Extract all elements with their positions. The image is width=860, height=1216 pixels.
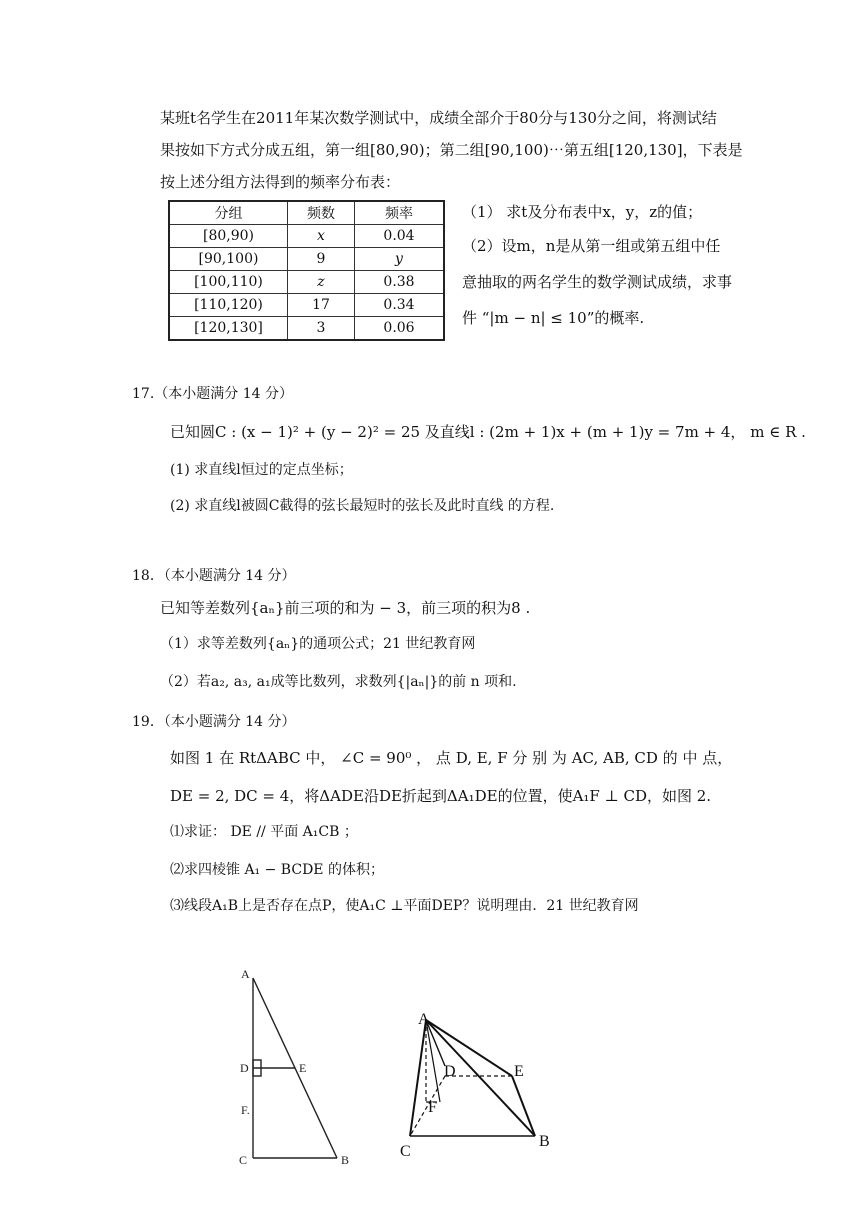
table-cell: [120,130] <box>169 317 288 341</box>
table-cell: x <box>288 225 355 248</box>
q17-stem: 已知圆C : (x − 1)² + (y − 2)² = 25 及直线l : (2m + 1)x + (m + 1)y = 7m + 4， m ∈ R . <box>170 423 806 441</box>
table-row <box>169 248 444 271</box>
q17-part2: (2) 求直线l被圆C截得的弦长最短时的弦长及此时直线 的方程. <box>170 498 555 514</box>
q19-part2: ⑵求四棱锥 A₁ − BCDE 的体积； <box>170 862 384 878</box>
fig2-label-e: E <box>514 1063 524 1080</box>
table-cell: [80,90) <box>169 225 288 248</box>
fig1-label-b: B <box>341 1153 350 1167</box>
table-row <box>169 317 444 341</box>
table-cell: 0.06 <box>355 317 445 341</box>
q16-part2-line3: 件 “|m − n| ≤ 10”的概率. <box>462 309 645 327</box>
q19-part1: ⑴求证： DE // 平面 A₁CB ； <box>170 824 358 840</box>
fig1-label-e: E <box>299 1061 307 1075</box>
fig2-label-a: A <box>418 1011 430 1028</box>
intro-line-1: 某班t名学生在2011年某次数学测试中，成绩全部介于80分与130分之间，将测试结 <box>160 109 717 127</box>
intro-line-3: 按上述分组方法得到的频率分布表： <box>160 173 401 191</box>
table-row <box>169 271 444 294</box>
table-header: 分组 <box>169 201 288 225</box>
table-cell: y <box>355 248 445 271</box>
table-row <box>169 225 444 248</box>
table-header: 频率 <box>355 201 445 225</box>
fig1-label-f: F. <box>241 1103 250 1117</box>
table-cell: 9 <box>288 248 355 271</box>
fig2-label-b: B <box>539 1133 550 1150</box>
q16-part2-line2: 意抽取的两名学生的数学测试成绩，求事 <box>462 273 733 291</box>
fig1-label-a: A <box>241 967 250 981</box>
q19-part3: ⑶线段A₁B上是否存在点P，使A₁C ⊥平面DEP？说明理由．21 世纪教育网 <box>170 898 639 914</box>
table-row <box>169 294 444 317</box>
table-header-row <box>169 201 444 225</box>
table-cell: z <box>288 271 355 294</box>
q17-heading: 17.（本小题满分 14 分） <box>132 386 293 402</box>
frequency-table <box>168 200 445 341</box>
q16-part2-line1: （2）设m，n是从第一组或第五组中任 <box>462 237 721 255</box>
table-cell: 0.34 <box>355 294 445 317</box>
q17-part1: (1) 求直线l恒过的定点坐标； <box>170 462 353 478</box>
fig2-label-d: D <box>444 1063 456 1080</box>
q18-part1: （1）求等差数列{aₙ}的通项公式；21 世纪教育网 <box>160 636 476 652</box>
q18-heading: 18．（本小题满分 14 分） <box>132 568 296 584</box>
figure-1-triangle <box>225 960 375 1170</box>
table-cell: [100,110) <box>169 271 288 294</box>
q19-stem-line1: 如图 1 在 RtΔABC 中， ∠C = 90⁰ ， 点 D, E, F 分 别 为 AC, AB, CD 的 中 点， <box>170 749 733 767</box>
table-cell: 0.38 <box>355 271 445 294</box>
fig1-label-d: D <box>240 1061 249 1075</box>
figure-2-pyramid <box>390 1002 580 1166</box>
q19-heading: 19．（本小题满分 14 分） <box>132 714 296 730</box>
fig2-label-c: C <box>400 1143 411 1160</box>
q16-part1: （1） 求t及分布表中x，y，z的值； <box>462 203 703 221</box>
table-cell: 3 <box>288 317 355 341</box>
table-cell: 0.04 <box>355 225 445 248</box>
fig2-label-f: F <box>428 1099 437 1116</box>
q19-stem-line2: DE = 2, DC = 4，将ΔADE沿DE折起到ΔA₁DE的位置，使A₁F ⊥ CD，如图 2. <box>170 787 712 805</box>
fig1-label-c: C <box>239 1153 248 1167</box>
intro-line-2: 果按如下方式分成五组，第一组[80,90)；第二组[90,100)⋯第五组[120,130]，下表是 <box>160 141 743 159</box>
table-header: 频数 <box>288 201 355 225</box>
table-cell: 17 <box>288 294 355 317</box>
q18-stem: 已知等差数列{aₙ}前三项的和为 − 3，前三项的积为8 . <box>160 599 531 617</box>
table-cell: [90,100) <box>169 248 288 271</box>
table-cell: [110,120) <box>169 294 288 317</box>
q18-part2: （2）若a₂, a₃, a₁成等比数列，求数列{|aₙ|}的前 n 项和. <box>160 674 517 690</box>
